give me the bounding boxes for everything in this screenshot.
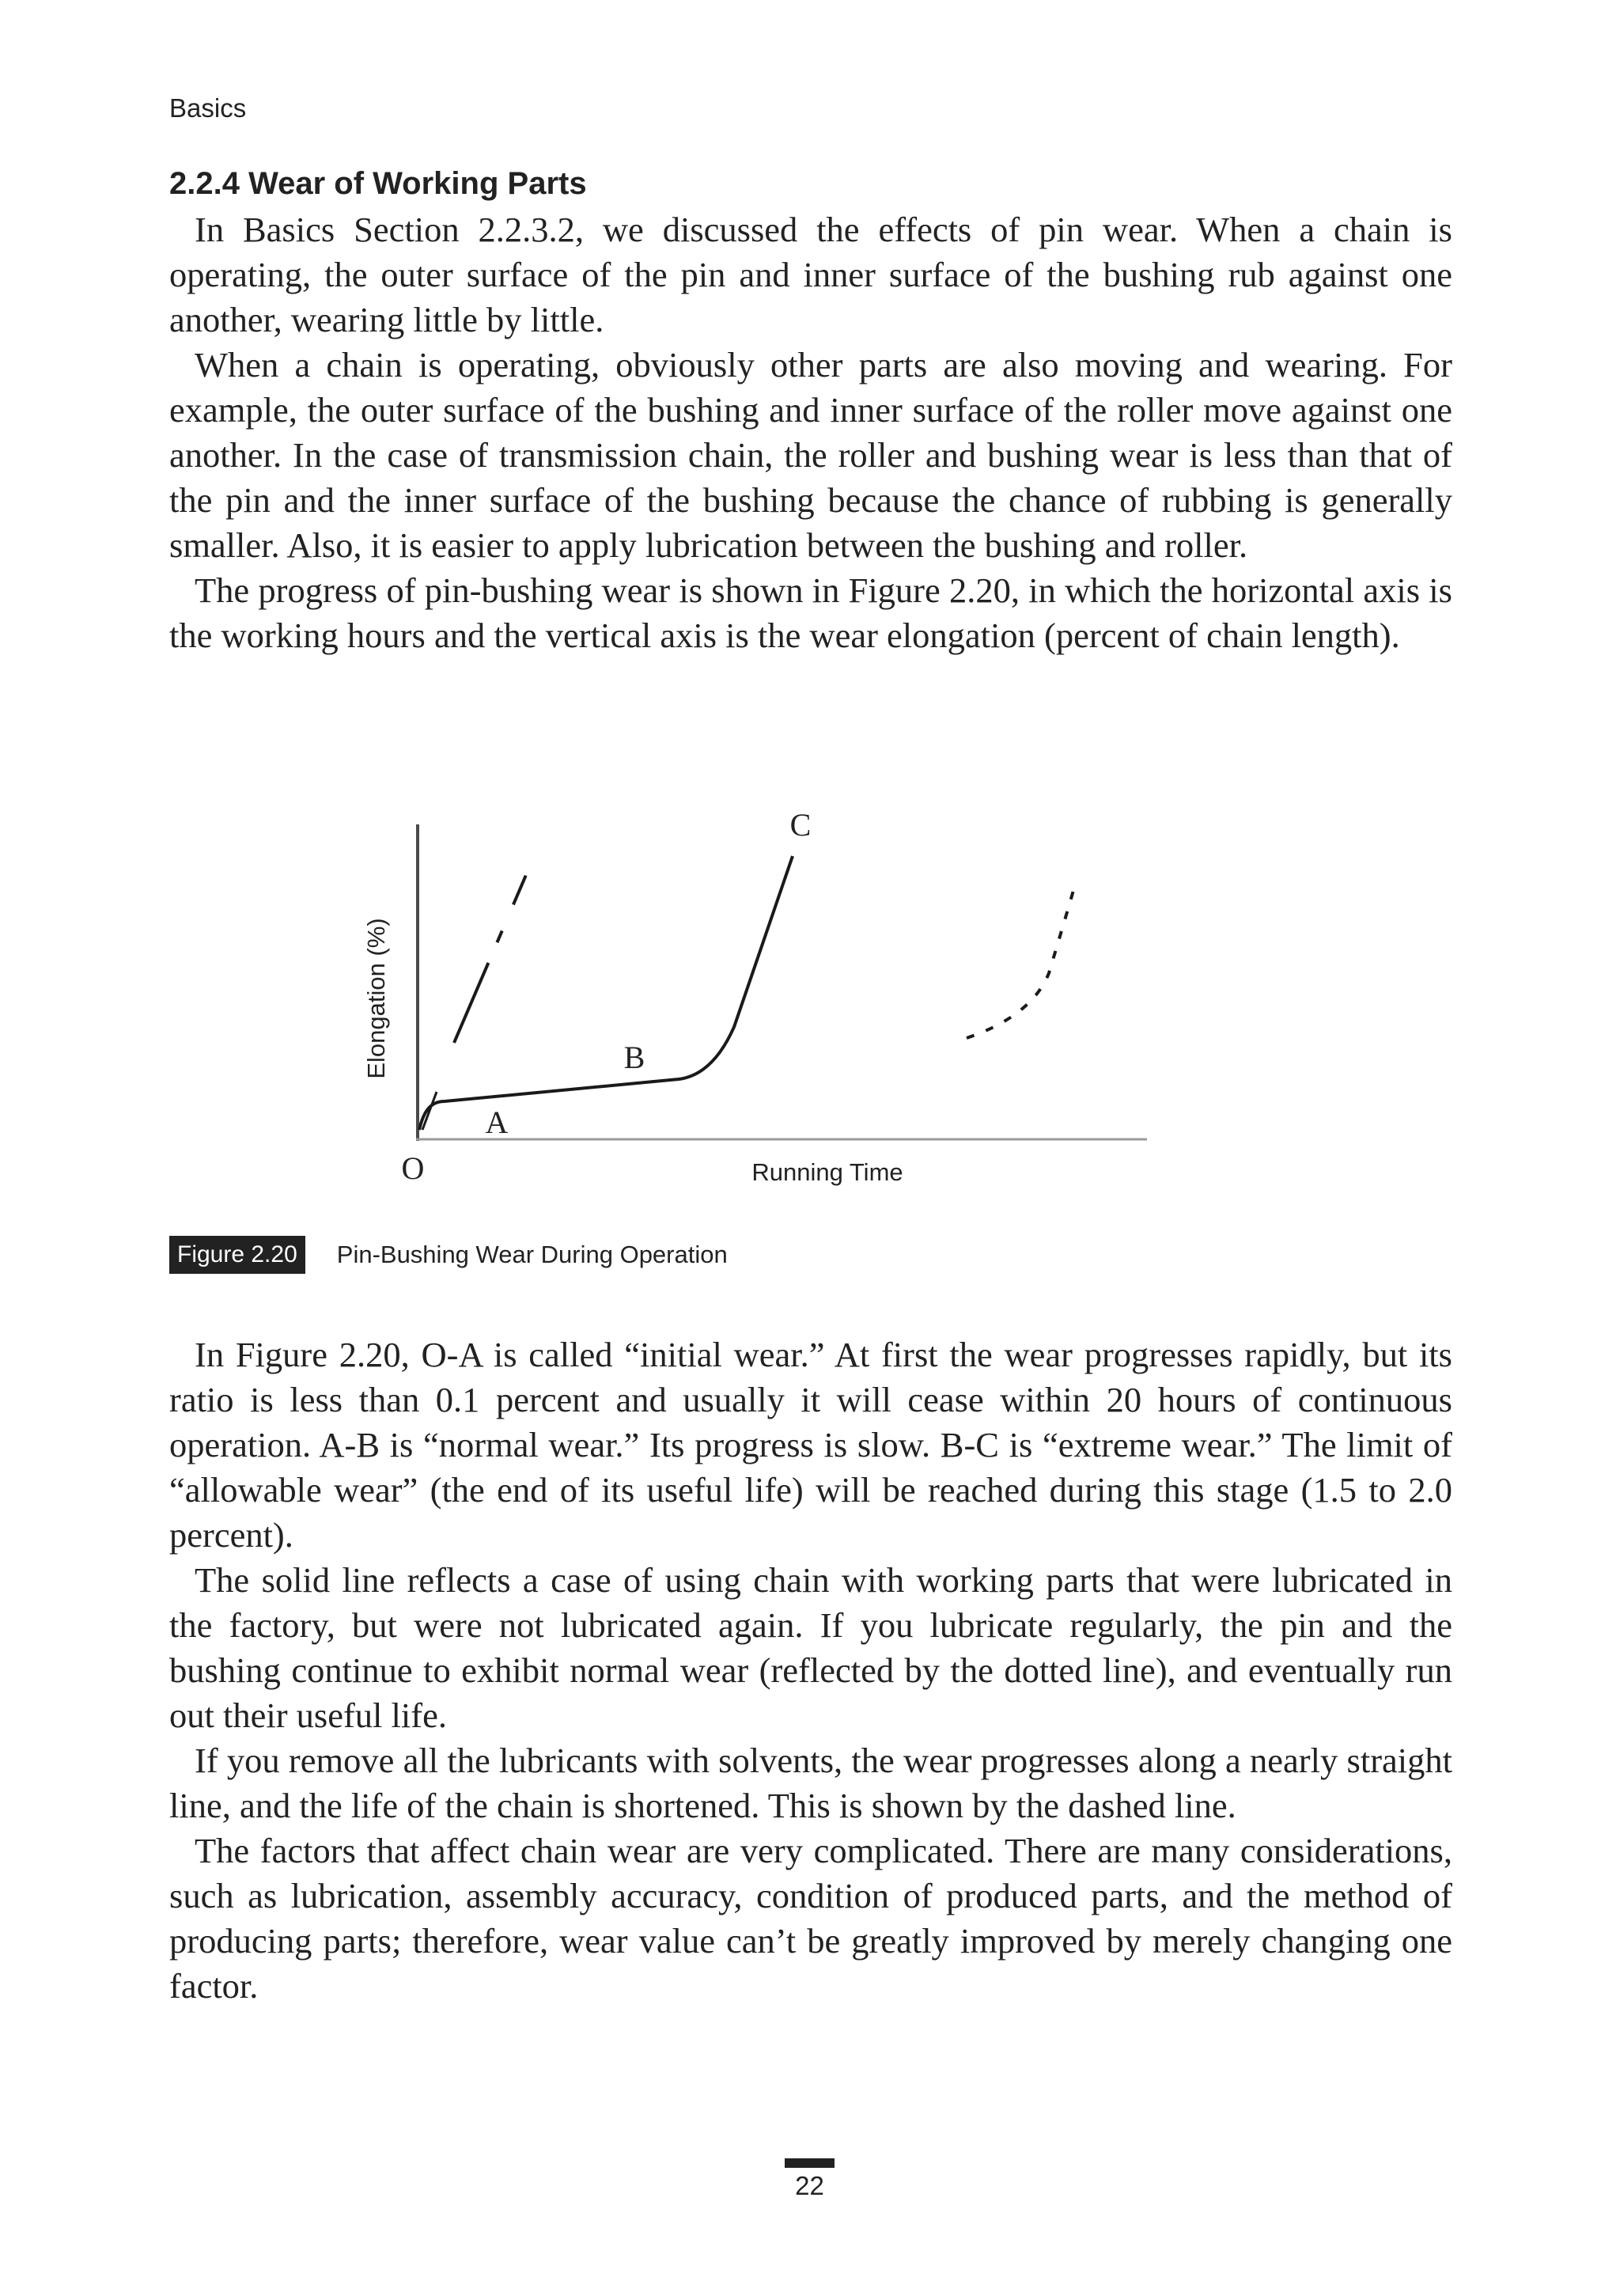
x-axis-label: Running Time: [751, 1158, 903, 1186]
page-number-bar: [785, 2158, 835, 2168]
paragraph: The factors that affect chain wear are very complicated. There are many considerations, such as lubrication, assembly accuracy, condition of produced parts, and the method of producing parts; therefore, wear value can’t be greatly improved by merely changing one factor.: [169, 1831, 1452, 2006]
dotted-wear-line: [967, 882, 1076, 1038]
y-axis-label: Elongation (%): [362, 918, 390, 1079]
figure-number-badge: Figure 2.20: [169, 1236, 305, 1274]
dashed-wear-line: [454, 858, 533, 1043]
point-label-o: O: [401, 1150, 425, 1186]
point-label-a: A: [485, 1104, 509, 1140]
figure-caption-text: Pin-Bushing Wear During Operation: [336, 1241, 728, 1268]
initial-wear-tick: [422, 1092, 437, 1130]
running-head: Basics: [169, 93, 247, 123]
point-label-b: B: [623, 1040, 645, 1075]
paragraph: If you remove all the lubricants with solvents, the wear progresses along a nearly straight line, and the life of the chain is shortened. This is shown by the dashed line.: [169, 1741, 1452, 1825]
body-text-bottom: [169, 1332, 1452, 2009]
paragraph: The solid line reflects a case of using chain with working parts that were lubricated in the factory, but were not lubricated again. If you lubricate regularly, the pin and the bushing continue to exhibit normal wear (reflected by the dotted line), and eventually run out their useful life.: [169, 1560, 1452, 1735]
paragraph: When a chain is operating, obviously other parts are also moving and wearing. For example, the outer surface of the bushing and inner surface of the roller move against one another. In the case of transmission chain, the roller and bushing wear is less than that of the pin and the inner surface of the bushing because the chance of rubbing is generally smaller. Also, it is easier to apply lubrication between the bushing and roller.: [169, 345, 1452, 565]
section-title: 2.2.4 Wear of Working Parts: [169, 166, 587, 201]
page-number: 22: [795, 2171, 824, 2200]
point-label-c: C: [789, 807, 812, 843]
paragraph: In Figure 2.20, O-A is called “initial wear.” At first the wear progresses rapidly, but its ratio is less than 0.1 percent and usually it will cease within 20 hours of continuous operation. A-B is “normal wear.” Its progress is slow. B-C is “extreme wear.” The limit of “allowable wear” (the end of its useful life) will be reached during this stage (1.5 to 2.0 percent).: [169, 1335, 1452, 1555]
paragraph: The progress of pin-bushing wear is shown in Figure 2.20, in which the horizontal axis is the working hours and the vertical axis is the wear elongation (percent of chain length).: [169, 570, 1452, 655]
figure-caption: [169, 1236, 728, 1274]
paragraph: In Basics Section 2.2.3.2, we discussed the effects of pin wear. When a chain is operating, the outer surface of the pin and inner surface of the bushing rub against one another, wearing little by little.: [169, 210, 1452, 339]
